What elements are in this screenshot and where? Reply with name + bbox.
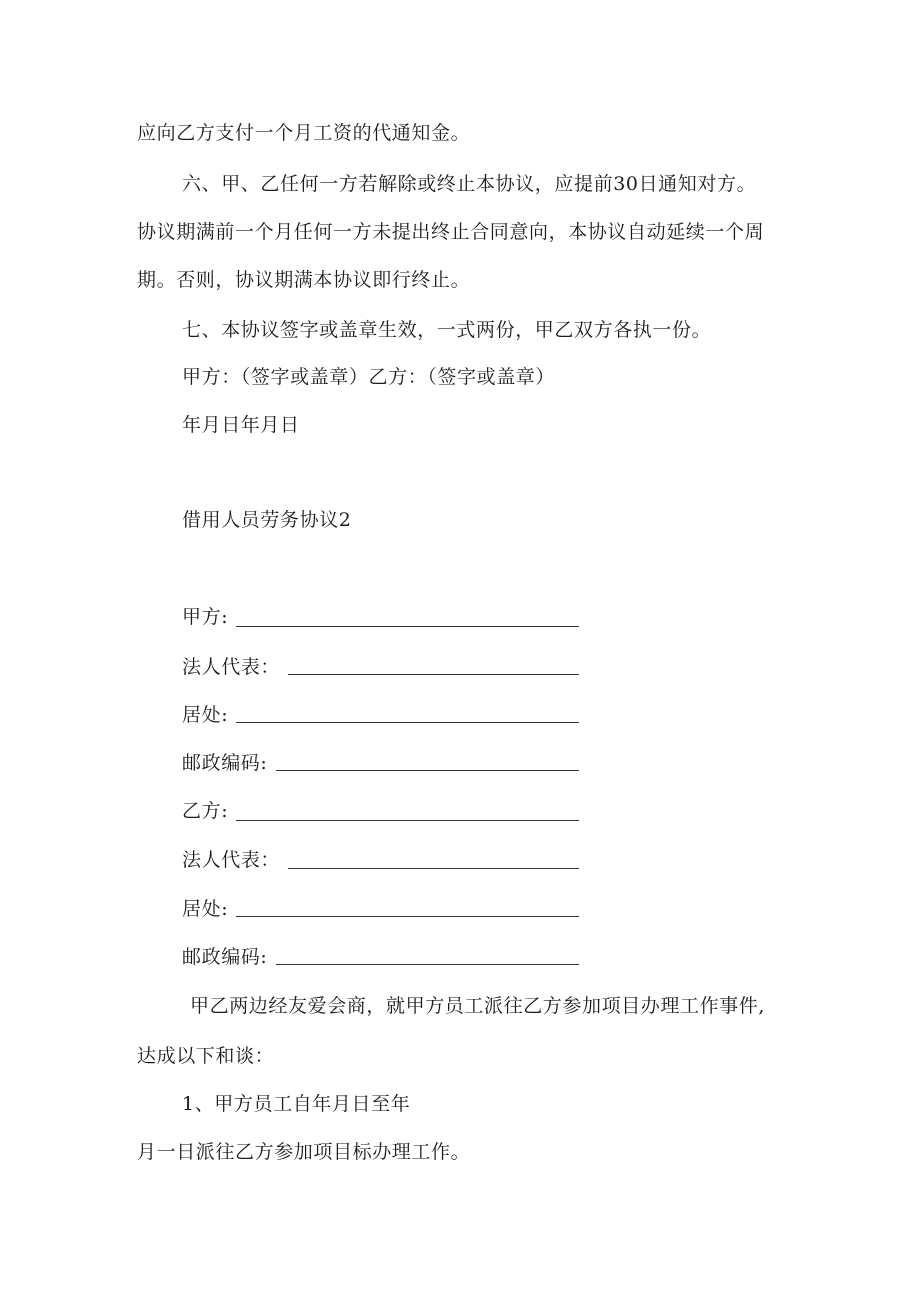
body-line: 达成以下和谈： (137, 1045, 275, 1067)
party-b-label: 乙方: (182, 800, 229, 822)
party-b-postcode-blank (276, 964, 579, 965)
party-b-legal-rep-blank (288, 868, 579, 869)
party-a-address-blank (236, 722, 579, 723)
party-b-address-label: 居处: (182, 898, 229, 920)
paragraph-line: 应向乙方支付一个月工资的代通知金。 (137, 122, 471, 144)
paragraph-line: 期。否则，协议期满本协议即行终止。 (137, 269, 471, 291)
party-a-postcode-blank (276, 770, 579, 771)
party-a-address-label: 居处: (182, 704, 229, 726)
party-a-legal-rep-label: 法人代表： (182, 656, 281, 678)
party-a-postcode-label: 邮政编码: (182, 752, 268, 774)
body-line: 甲乙两边经友爱会商，就甲方员工派往乙方参加项目办理工作事件, (190, 995, 766, 1017)
date-line: 年月日年月日 (182, 414, 300, 436)
body-line: 1、甲方员工自年月日至年 (182, 1093, 411, 1115)
signature-line: 甲方：（签字或盖章）乙方：（签字或盖章） (182, 366, 556, 388)
party-a-blank (236, 626, 579, 627)
section-title: 借用人员劳务协议2 (182, 509, 352, 531)
paragraph-line: 协议期满前一个月任何一方未提出终止合同意向，本协议自动延续一个周 (137, 221, 765, 243)
party-b-address-blank (236, 916, 579, 917)
body-line: 月一日派往乙方参加项目标办理工作。 (137, 1141, 471, 1163)
party-b-blank (236, 820, 579, 821)
party-b-legal-rep-label: 法人代表： (182, 849, 281, 871)
party-a-legal-rep-blank (288, 674, 579, 675)
party-b-postcode-label: 邮政编码: (182, 946, 268, 968)
party-a-label: 甲方: (182, 606, 229, 628)
paragraph-line: 六、甲、乙任何一方若解除或终止本协议，应提前30日通知对方。 (182, 173, 757, 195)
paragraph-line: 七、本协议签字或盖章生效，一式两份，甲乙双方各执一份。 (182, 319, 712, 341)
